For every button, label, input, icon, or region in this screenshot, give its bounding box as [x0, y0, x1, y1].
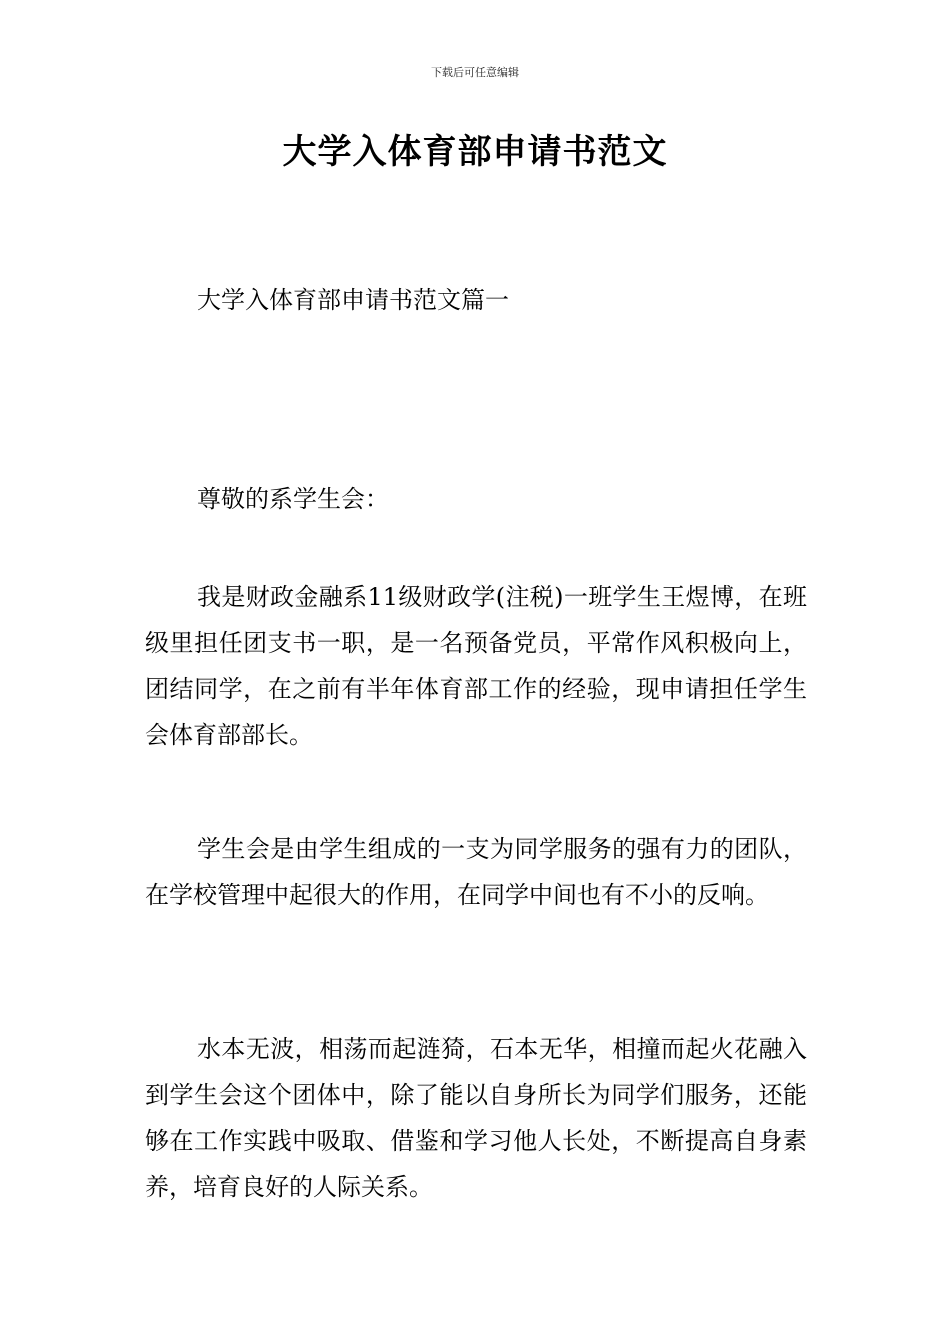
- section-subtitle: 大学入体育部申请书范文篇一: [197, 286, 509, 314]
- body-paragraph: 我是财政金融系11级财政学(注税)一班学生王煜博，在班级里担任团支书一职，是一名预备党员，平常作风积极向上，团结同学，在之前有半年体育部工作的经验，现申请担任学生会体育部部长。: [145, 583, 807, 749]
- document-title: 大学入体育部申请书范文: [282, 132, 668, 172]
- body-paragraph: 学生会是由学生组成的一支为同学服务的强有力的团队，在学校管理中起很大的作用，在同学中间也有不小的反响。: [145, 835, 807, 909]
- salutation: 尊敬的系学生会：: [197, 485, 389, 513]
- body-paragraph: 水本无波，相荡而起涟猗，石本无华，相撞而起火花融入到学生会这个团体中，除了能以自身所长为同学们服务，还能够在工作实践中吸取、借鉴和学习他人长处，不断提高自身素养，培育良好的人际关系。: [145, 1035, 807, 1201]
- header-note: 下载后可任意编辑: [431, 66, 519, 79]
